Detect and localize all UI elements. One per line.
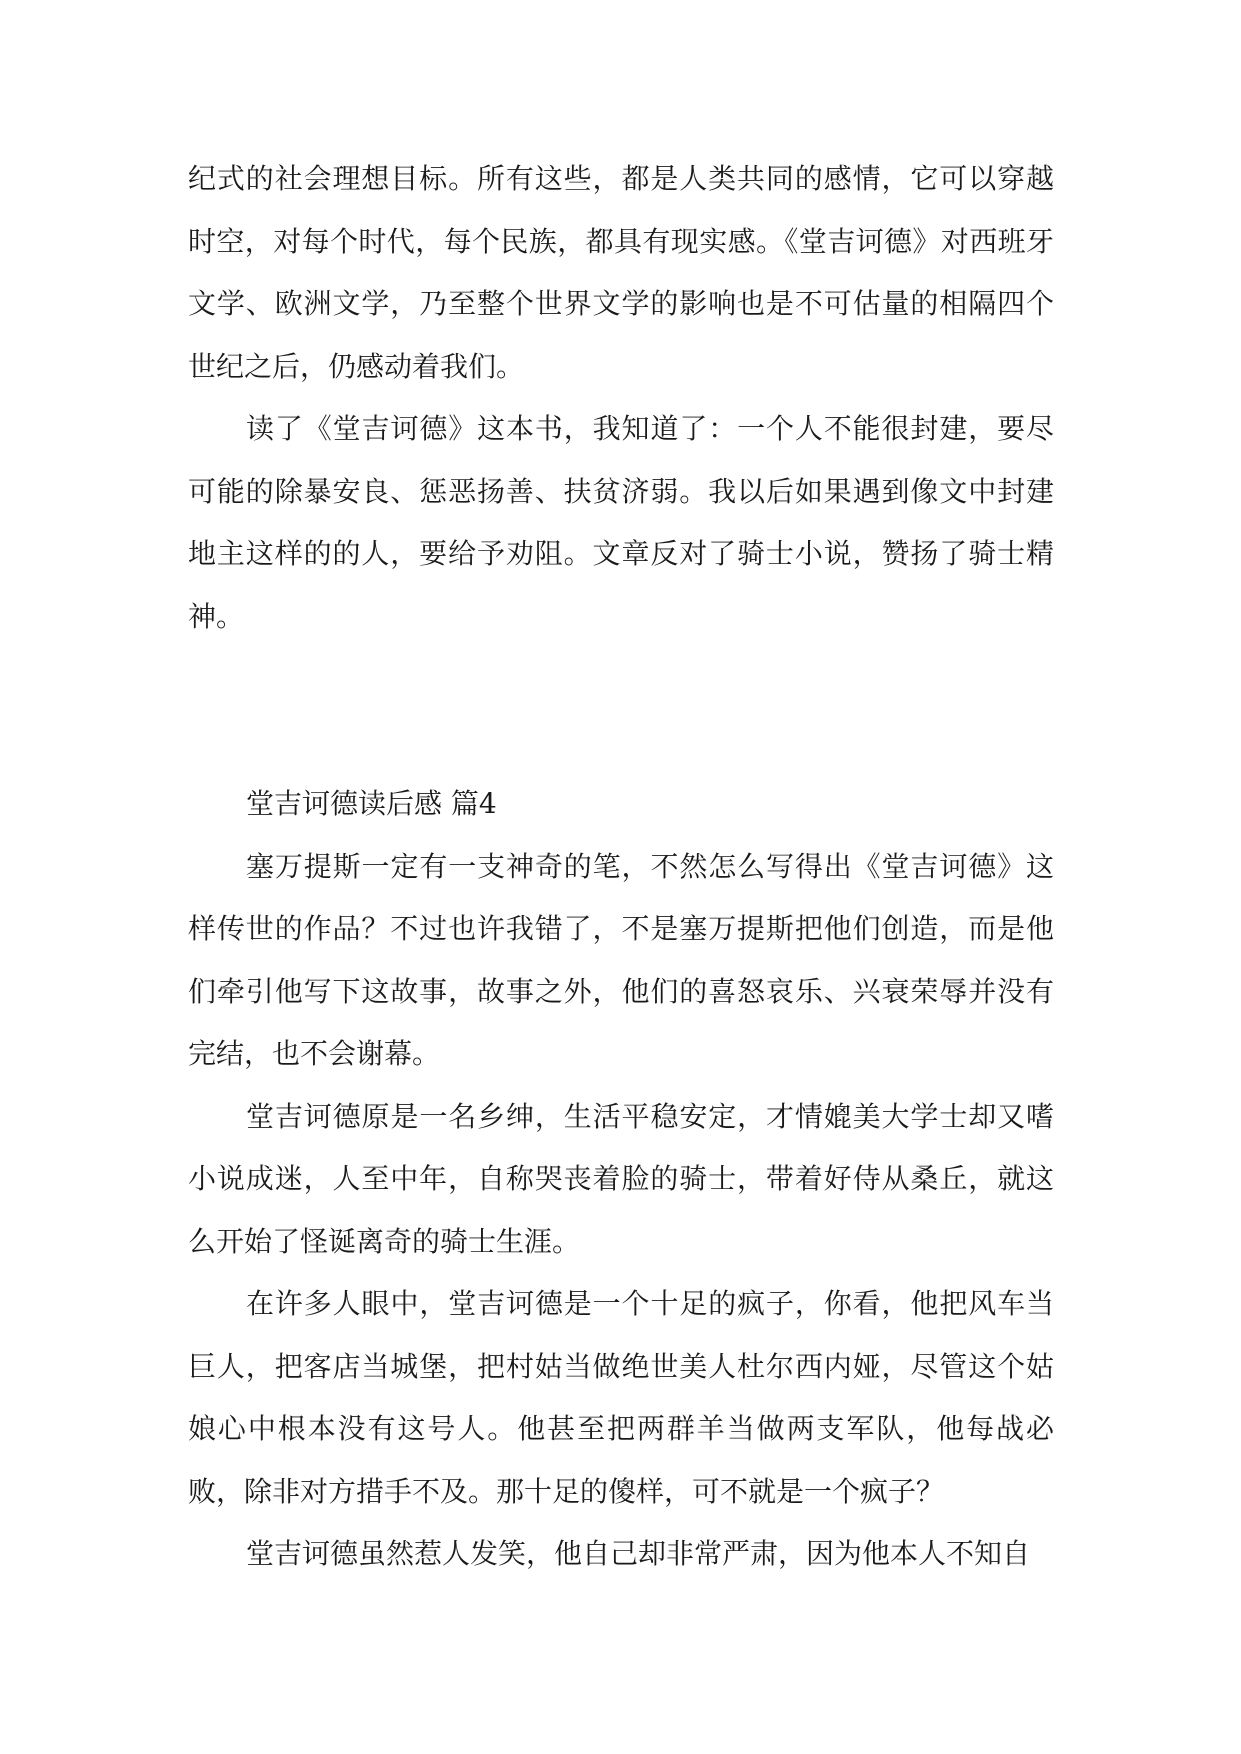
paragraph-4: 堂吉诃德原是一名乡绅，生活平稳安定，才情媲美大学士却又嗜小说成迷，人至中年，自称哭丧着脸的骑士，带着好侍从桑丘，就这么开始了怪诞离奇的骑士生涯。 <box>188 1099 1054 1258</box>
paragraph-1: 纪式的社会理想目标。所有这些，都是人类共同的感情，它可以穿越时空，对每个时代，每个民族，都具有现实感。《堂吉诃德》对西班牙文学、欧洲文学，乃至整个世界文学的影响也是不可估量的相隔四个世纪之后，仍感动着我们。 <box>188 162 1054 383</box>
section-spacer <box>188 648 1054 773</box>
document-page <box>188 148 1054 1586</box>
section-heading: 堂吉诃德读后感 篇4 <box>246 787 497 820</box>
paragraph-5: 在许多人眼中，堂吉诃德是一个十足的疯子，你看，他把风车当巨人，把客店当城堡，把村姑当做绝世美人杜尔西内娅，尽管这个姑娘心中根本没有这号人。他甚至把两群羊当做两支军队，他每战必败，除非对方措手不及。那十足的傻样，可不就是一个疯子？ <box>188 1287 1054 1508</box>
paragraph-6: 堂吉诃德虽然惹人发笑，他自己却非常严肃，因为他本人不知自 <box>246 1537 1031 1570</box>
paragraph-3: 塞万提斯一定有一支神奇的笔，不然怎么写得出《堂吉诃德》这样传世的作品？不过也许我错了，不是塞万提斯把他们创造，而是他们牵引他写下这故事，故事之外，他们的喜怒哀乐、兴衰荣辱并没有完结，也不会谢幕。 <box>188 849 1054 1070</box>
paragraph-2: 读了《堂吉诃德》这本书，我知道了：一个人不能很封建，要尽可能的除暴安良、惩恶扬善、扶贫济弱。我以后如果遇到像文中封建地主这样的的人，要给予劝阻。文章反对了骑士小说，赞扬了骑士精神。 <box>188 412 1054 633</box>
